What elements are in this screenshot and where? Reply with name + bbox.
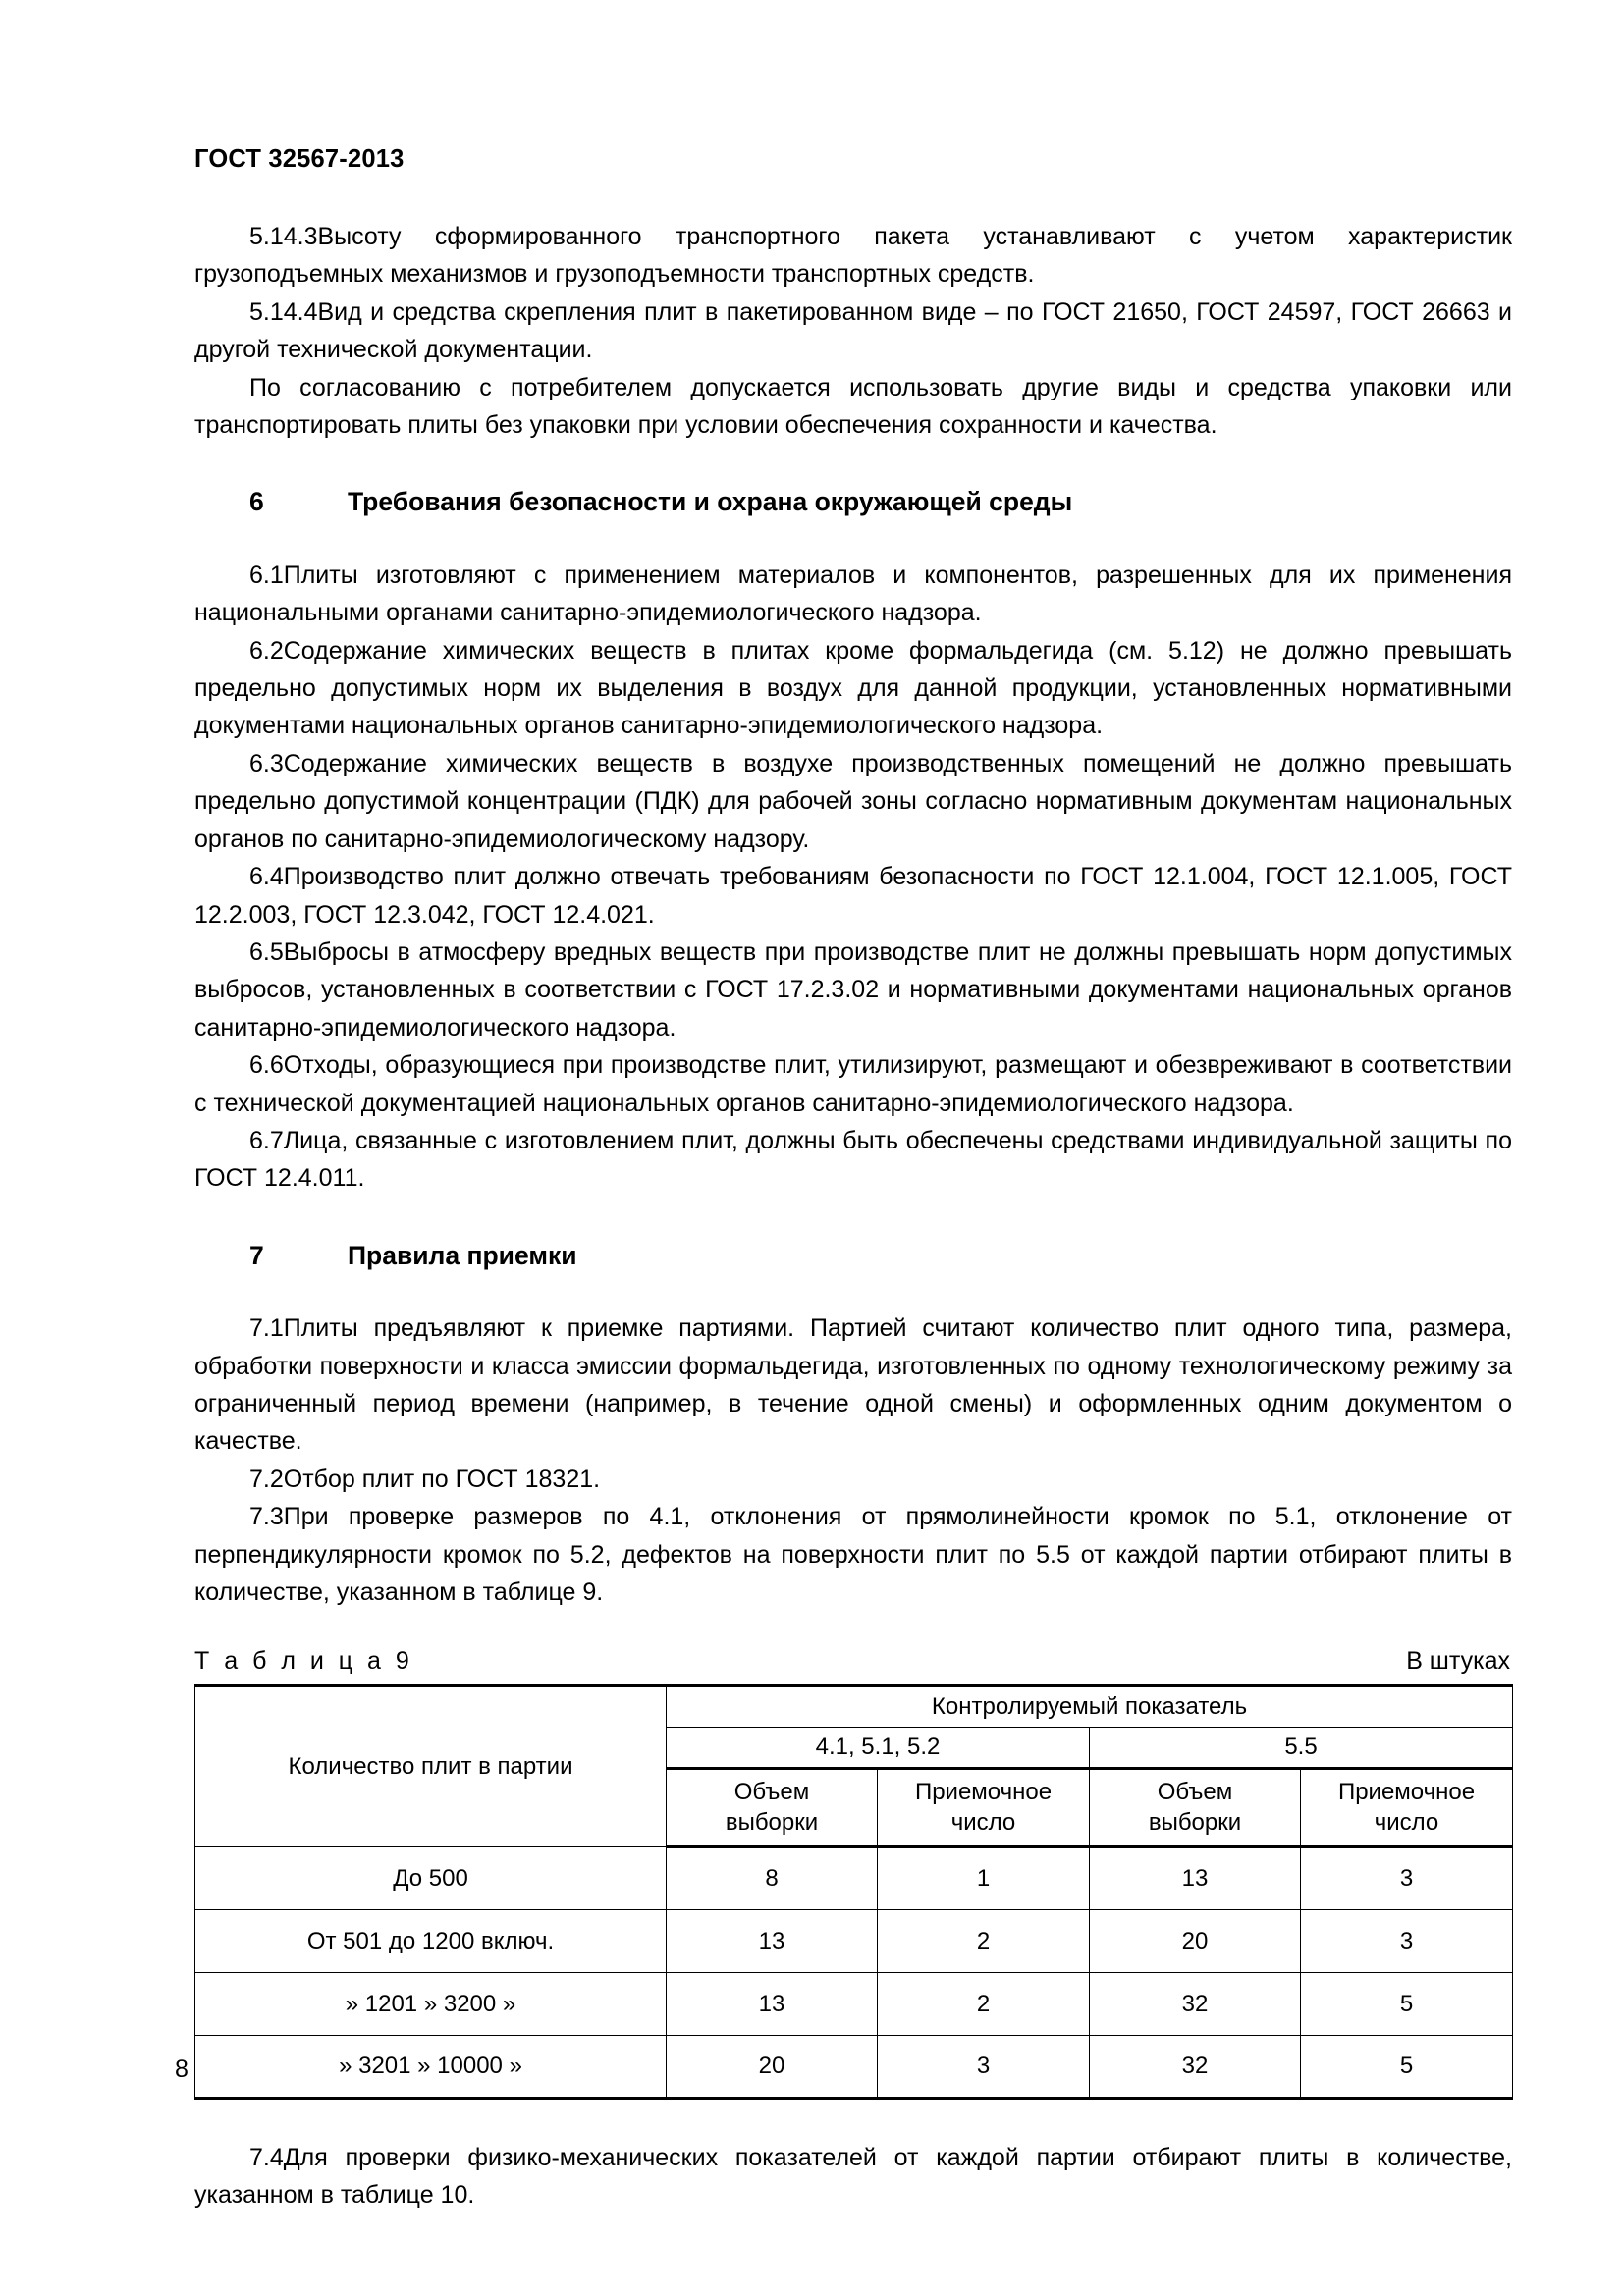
- paragraph-7-2: 7.2Отбор плит по ГОСТ 18321.: [249, 1465, 601, 1493]
- table-cell-accept-2: 5: [1301, 1972, 1513, 2035]
- table-header-cell-volume-1: [667, 1768, 878, 1846]
- table-cell-party: До 500: [195, 1846, 667, 1909]
- spacer: [194, 2100, 1512, 2139]
- section-title-6: Требования безопасности и охрана окружающей среды: [348, 487, 1073, 517]
- table-header-text: число: [1374, 1809, 1439, 1837]
- paragraph-7-1: 7.1Плиты предъявляют к приемке партиями. Партией считают количество плит одного типа, размера, обработки поверхности и класса эмиссии формальдегида, изготовленных по одному технологическому режиму за ограниченный период времени (например, в течение одной смены) и оформленных одним документом о качестве.: [194, 1314, 1512, 1456]
- paragraph-5-14-3: 5.14.3Высоту сформированного транспортного пакета устанавливают с учетом характеристик грузоподъемных механизмов и грузоподъемности транспортных средств.: [194, 223, 1512, 289]
- table-header-cell-volume-2: [1090, 1768, 1301, 1846]
- table-header-text: Приемочное: [914, 1779, 1053, 1806]
- section-number-7: 7: [249, 1240, 264, 1270]
- table-header-text: выборки: [725, 1809, 819, 1837]
- paragraph-5-14-4-note: По согласованию с потребителем допускается использовать другие виды и средства упаковки или транспортировать плиты без упаковки при условии обеспечения сохранности и качества.: [194, 373, 1512, 440]
- table-row: [195, 2035, 1513, 2098]
- table-cell-volume-1: 8: [667, 1846, 878, 1909]
- table-header-cell-accept-1: [878, 1768, 1090, 1846]
- table-row: [195, 1972, 1513, 2035]
- page-number: 8: [175, 2056, 189, 2083]
- paragraph-6-1: 6.1Плиты изготовляют с применением материалов и компонентов, разрешенных для их применения национальными органами санитарно-эпидемиологического надзора.: [194, 561, 1512, 627]
- table-cell-accept-2: 3: [1301, 1909, 1513, 1972]
- section-heading-6: [194, 483, 1512, 520]
- table-9-caption-row: [194, 1642, 1512, 1680]
- paragraph-6-3: 6.3Содержание химических веществ в воздухе производственных помещений не должно превышать предельно допустимой концентрации (ПДК) для рабочей зоны согласно нормативным документам национальных органов по санитарно-эпидемиологическому надзору.: [194, 749, 1512, 853]
- paragraph-7-4: 7.4Для проверки физико-механических показателей от каждой партии отбирают плиты в количестве, указанном в таблице 10.: [194, 2143, 1512, 2210]
- section-number-6: 6: [249, 487, 264, 517]
- paragraph-6-6: 6.6Отходы, образующиеся при производстве плит, утилизируют, размещают и обезвреживают в соответствии с технической документацией национальных органов санитарно-эпидемиологического надзора.: [194, 1051, 1512, 1117]
- table-header-row-1: [195, 1685, 1513, 1727]
- paragraph-6-5: 6.5Выбросы в атмосферу вредных веществ при производстве плит не должны превышать норм допустимых выбросов, установленных в соответствии с ГОСТ 17.2.3.02 и нормативными документами национальных органов санитарно-эпидемиологического надзора.: [194, 937, 1512, 1041]
- table-header-cell-party: Количество плит в партии: [195, 1685, 667, 1846]
- table-cell-volume-1: 20: [667, 2035, 878, 2098]
- section-heading-7: [194, 1237, 1512, 1274]
- table-cell-party: От 501 до 1200 включ.: [195, 1909, 667, 1972]
- table-header-text: выборки: [1148, 1809, 1242, 1837]
- spacer: [194, 521, 1512, 557]
- spacer: [194, 1274, 1512, 1309]
- table-9-label: Т а б л и ц а 9: [194, 1647, 413, 1676]
- spacer: [194, 444, 1512, 483]
- table-cell-accept-1: 3: [878, 2035, 1090, 2098]
- table-header-text: число: [950, 1809, 1016, 1837]
- table-cell-volume-2: 13: [1090, 1846, 1301, 1909]
- table-header-cell-subgroup-1: 4.1, 5.1, 5.2: [667, 1727, 1090, 1768]
- table-header-text: Объем: [1157, 1779, 1233, 1806]
- document-header-standard-number: ГОСТ 32567-2013: [194, 145, 405, 173]
- table-header-text: Приемочное: [1337, 1779, 1476, 1806]
- paragraph-5-14-4: 5.14.4Вид и средства скрепления плит в пакетированном виде – по ГОСТ 21650, ГОСТ 24597, ГОСТ 26663 и другой технической документации.: [194, 297, 1512, 364]
- document-body: [194, 218, 1512, 2215]
- table-cell-accept-1: 2: [878, 1909, 1090, 1972]
- table-cell-volume-1: 13: [667, 1909, 878, 1972]
- table-cell-accept-2: 5: [1301, 2035, 1513, 2098]
- table-row: [195, 1909, 1513, 1972]
- table-cell-party: » 1201 » 3200 »: [195, 1972, 667, 2035]
- table-cell-accept-2: 3: [1301, 1846, 1513, 1909]
- table-cell-party: » 3201 » 10000 »: [195, 2035, 667, 2098]
- table-row: [195, 1846, 1513, 1909]
- paragraph-6-7: 6.7Лица, связанные с изготовлением плит, должны быть обеспечены средствами индивидуальной защиты по ГОСТ 12.4.011.: [194, 1126, 1512, 1193]
- table-cell-volume-2: 20: [1090, 1909, 1301, 1972]
- spacer: [194, 1198, 1512, 1237]
- table-header-cell-group-title: Контролируемый показатель: [667, 1685, 1513, 1727]
- paragraph-6-4: 6.4Производство плит должно отвечать требованиям безопасности по ГОСТ 12.1.004, ГОСТ 12.1.005, ГОСТ 12.2.003, ГОСТ 12.3.042, ГОСТ 12.4.021.: [194, 863, 1512, 929]
- paragraph-7-3: 7.3При проверке размеров по 4.1, отклонения от прямолинейности кромок по 5.1, отклонение от перпендикулярности кромок по 5.2, дефектов на поверхности плит по 5.5 от каждой партии отбирают плиты в количестве, указанном в таблице 9.: [194, 1503, 1512, 1606]
- table-cell-volume-1: 13: [667, 1972, 878, 2035]
- table-cell-accept-1: 1: [878, 1846, 1090, 1909]
- table-header-cell-subgroup-2: 5.5: [1090, 1727, 1513, 1768]
- table-9: [194, 1684, 1513, 2100]
- table-header-text: Объем: [733, 1779, 810, 1806]
- table-9-units: В штуках: [1406, 1647, 1510, 1676]
- table-cell-accept-1: 2: [878, 1972, 1090, 2035]
- section-title-7: Правила приемки: [348, 1240, 577, 1270]
- paragraph-6-2: 6.2Содержание химических веществ в плитах кроме формальдегида (см. 5.12) не должно превышать предельно допустимых норм их выделения в воздух для данной продукции, установленных нормативными документами национальных органов санитарно-эпидемиологического надзора.: [194, 636, 1512, 740]
- table-cell-volume-2: 32: [1090, 2035, 1301, 2098]
- table-cell-volume-2: 32: [1090, 1972, 1301, 2035]
- table-header-cell-accept-2: [1301, 1768, 1513, 1846]
